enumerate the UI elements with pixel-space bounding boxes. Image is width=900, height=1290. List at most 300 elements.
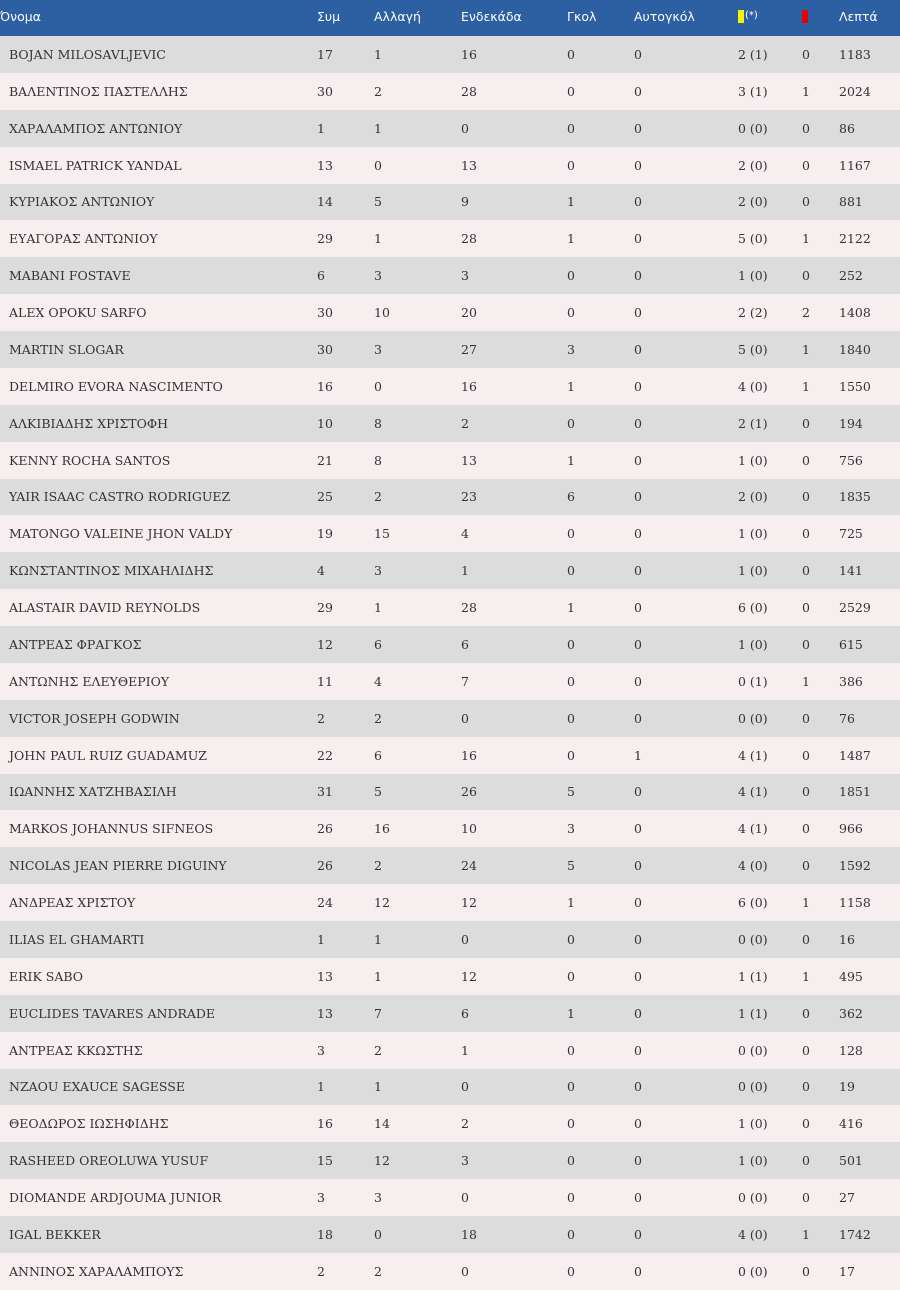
starting-cell: 28 xyxy=(461,83,477,99)
col-header-yellow-cards[interactable] xyxy=(738,0,802,36)
red-cards-cell: 0 xyxy=(802,747,810,763)
substitute-cell: 3 xyxy=(374,268,382,284)
goals-cell: 1 xyxy=(567,378,575,394)
minutes-cell: 495 xyxy=(839,968,863,984)
player-name-link[interactable]: ISMAEL PATRICK YANDAL xyxy=(9,157,182,173)
own-goals-cell: 0 xyxy=(634,268,642,284)
own-goals-cell: 0 xyxy=(634,673,642,689)
player-name xyxy=(0,294,317,331)
minutes-cell: 2529 xyxy=(839,600,871,616)
own-goals-cell: 0 xyxy=(634,452,642,468)
table-row xyxy=(0,220,900,257)
red-cards-cell: 0 xyxy=(802,931,810,947)
appearances-cell: 13 xyxy=(317,157,333,173)
player-name xyxy=(0,36,317,73)
appearances-cell: 12 xyxy=(317,636,333,652)
minutes-cell: 966 xyxy=(839,821,863,837)
player-name xyxy=(0,1105,317,1142)
own-goals-cell: 0 xyxy=(634,600,642,616)
red-cards-cell: 0 xyxy=(802,1079,810,1095)
yellow-cards-cell: 0 (0) xyxy=(738,1042,768,1058)
table-row xyxy=(0,774,900,811)
minutes-cell: 76 xyxy=(839,710,855,726)
goals-cell: 0 xyxy=(567,1263,575,1279)
own-goals-cell: 0 xyxy=(634,1190,642,1206)
player-name xyxy=(0,1216,317,1253)
table-row xyxy=(0,515,900,552)
col-header-minutes[interactable]: Λεπτά xyxy=(839,8,878,24)
own-goals-cell: 0 xyxy=(634,231,642,247)
yellow-cards-cell: 1 (0) xyxy=(738,636,768,652)
goals-cell: 6 xyxy=(567,489,575,505)
goals-cell: 0 xyxy=(567,268,575,284)
yellow-cards-cell: 2 (1) xyxy=(738,415,768,431)
goals-cell: 0 xyxy=(567,968,575,984)
table-row xyxy=(0,1142,900,1179)
substitute-cell: 2 xyxy=(374,83,382,99)
red-cards-cell: 1 xyxy=(802,895,810,911)
substitute-cell: 2 xyxy=(374,858,382,874)
own-goals-cell: 0 xyxy=(634,83,642,99)
appearances-cell: 30 xyxy=(317,341,333,357)
red-cards-cell: 1 xyxy=(802,83,810,99)
appearances-cell: 2 xyxy=(317,1263,325,1279)
table-row xyxy=(0,700,900,737)
starting-cell: 28 xyxy=(461,600,477,616)
player-name-link[interactable]: NZAOU EXAUCE SAGESSE xyxy=(9,1079,185,1095)
substitute-cell: 5 xyxy=(374,194,382,210)
minutes-cell: 1592 xyxy=(839,858,871,874)
goals-cell: 0 xyxy=(567,526,575,542)
player-name-link[interactable]: ΑΝΝΙΝΟΣ ΧΑΡΑΛΑΜΠΟΥΣ xyxy=(9,1263,184,1279)
red-cards-cell: 0 xyxy=(802,415,810,431)
substitute-cell: 2 xyxy=(374,710,382,726)
minutes-cell: 501 xyxy=(839,1153,863,1169)
table-row xyxy=(0,1179,900,1216)
appearances-cell: 29 xyxy=(317,231,333,247)
appearances-cell: 1 xyxy=(317,120,325,136)
red-cards-cell: 1 xyxy=(802,673,810,689)
starting-cell: 0 xyxy=(461,710,469,726)
table-row xyxy=(0,442,900,479)
substitute-cell: 1 xyxy=(374,931,382,947)
player-name-link[interactable]: ΑΝΤΡΕΑΣ ΚΚΩΣΤΗΣ xyxy=(9,1042,143,1058)
minutes-cell: 1183 xyxy=(839,46,871,62)
red-cards-cell: 0 xyxy=(802,1116,810,1132)
appearances-cell: 1 xyxy=(317,1079,325,1095)
appearances-cell: 26 xyxy=(317,858,333,874)
starting-cell: 0 xyxy=(461,931,469,947)
red-cards-cell: 0 xyxy=(802,821,810,837)
goals-cell: 0 xyxy=(567,120,575,136)
appearances-cell: 19 xyxy=(317,526,333,542)
yellow-card-note: (*) xyxy=(745,9,758,21)
substitute-cell: 2 xyxy=(374,1042,382,1058)
player-name xyxy=(0,700,317,737)
goals-cell: 0 xyxy=(567,46,575,62)
appearances-cell: 4 xyxy=(317,563,325,579)
table-header xyxy=(0,0,900,36)
own-goals-cell: 0 xyxy=(634,1079,642,1095)
yellow-cards-cell: 2 (2) xyxy=(738,305,768,321)
goals-cell: 0 xyxy=(567,636,575,652)
appearances-cell: 10 xyxy=(317,415,333,431)
own-goals-cell: 0 xyxy=(634,378,642,394)
starting-cell: 4 xyxy=(461,526,469,542)
red-cards-cell: 0 xyxy=(802,784,810,800)
red-cards-cell: 0 xyxy=(802,563,810,579)
player-name xyxy=(0,405,317,442)
red-cards-cell: 0 xyxy=(802,46,810,62)
player-name xyxy=(0,184,317,221)
yellow-cards-cell: 4 (0) xyxy=(738,378,768,394)
appearances-cell: 13 xyxy=(317,1005,333,1021)
player-name-link[interactable]: ERIK SABO xyxy=(9,968,84,984)
red-cards-cell: 0 xyxy=(802,120,810,136)
substitute-cell: 1 xyxy=(374,120,382,136)
player-name xyxy=(0,515,317,552)
table-row xyxy=(0,36,900,73)
table-row xyxy=(0,1253,900,1290)
own-goals-cell: 0 xyxy=(634,415,642,431)
player-name xyxy=(0,442,317,479)
player-name-link[interactable]: ΧΑΡΑΛΑΜΠΟΣ ΑΝΤΩΝΙΟΥ xyxy=(9,120,183,136)
yellow-card-icon xyxy=(738,10,744,23)
goals-cell: 1 xyxy=(567,452,575,468)
player-name xyxy=(0,1032,317,1069)
goals-cell: 1 xyxy=(567,231,575,247)
player-name-link[interactable]: ΘΕΟΔΩΡΟΣ ΙΩΣΗΦΙΔΗΣ xyxy=(9,1116,169,1132)
substitute-cell: 14 xyxy=(374,1116,390,1132)
goals-cell: 0 xyxy=(567,1116,575,1132)
own-goals-cell: 1 xyxy=(634,747,642,763)
starting-cell: 3 xyxy=(461,1153,469,1169)
own-goals-cell: 0 xyxy=(634,194,642,210)
substitute-cell: 8 xyxy=(374,452,382,468)
yellow-cards-cell: 0 (0) xyxy=(738,1263,768,1279)
appearances-cell: 3 xyxy=(317,1190,325,1206)
table-row xyxy=(0,1032,900,1069)
minutes-cell: 386 xyxy=(839,673,863,689)
minutes-cell: 128 xyxy=(839,1042,863,1058)
goals-cell: 3 xyxy=(567,821,575,837)
appearances-cell: 18 xyxy=(317,1226,333,1242)
minutes-cell: 1550 xyxy=(839,378,871,394)
col-header-own-goals[interactable]: Αυτογκόλ xyxy=(634,8,695,24)
minutes-cell: 252 xyxy=(839,268,863,284)
player-name-link[interactable]: MABANI FOSTAVE xyxy=(9,268,131,284)
table-row xyxy=(0,368,900,405)
table-row xyxy=(0,1216,900,1253)
red-cards-cell: 0 xyxy=(802,600,810,616)
yellow-cards-cell: 4 (1) xyxy=(738,747,768,763)
table-row xyxy=(0,589,900,626)
substitute-cell: 12 xyxy=(374,895,390,911)
table-row xyxy=(0,552,900,589)
minutes-cell: 2024 xyxy=(839,83,871,99)
table-body xyxy=(0,36,900,1290)
minutes-cell: 2122 xyxy=(839,231,871,247)
appearances-cell: 30 xyxy=(317,83,333,99)
appearances-cell: 11 xyxy=(317,673,333,689)
substitute-cell: 3 xyxy=(374,341,382,357)
appearances-cell: 2 xyxy=(317,710,325,726)
own-goals-cell: 0 xyxy=(634,120,642,136)
player-name-link[interactable]: ΕΥΑΓΟΡΑΣ ΑΝΤΩΝΙΟΥ xyxy=(9,231,158,247)
yellow-cards-cell: 1 (0) xyxy=(738,1153,768,1169)
goals-cell: 0 xyxy=(567,305,575,321)
minutes-cell: 194 xyxy=(839,415,863,431)
starting-cell: 12 xyxy=(461,895,477,911)
starting-cell: 26 xyxy=(461,784,477,800)
player-name-link[interactable]: JOHN PAUL RUIZ GUADAMUZ xyxy=(9,747,207,763)
starting-cell: 28 xyxy=(461,231,477,247)
player-name-link[interactable]: YAIR ISAAC CASTRO RODRIGUEZ xyxy=(9,489,231,505)
minutes-cell: 881 xyxy=(839,194,863,210)
substitute-cell: 2 xyxy=(374,1263,382,1279)
player-name xyxy=(0,995,317,1032)
yellow-cards-cell: 1 (0) xyxy=(738,526,768,542)
red-cards-cell: 0 xyxy=(802,636,810,652)
player-name-link[interactable]: EUCLIDES TAVARES ANDRADE xyxy=(9,1005,216,1021)
red-cards-cell: 1 xyxy=(802,341,810,357)
yellow-cards-cell: 1 (0) xyxy=(738,268,768,284)
substitute-cell: 12 xyxy=(374,1153,390,1169)
appearances-cell: 3 xyxy=(317,1042,325,1058)
substitute-cell: 6 xyxy=(374,747,382,763)
player-name xyxy=(0,589,317,626)
player-name-link[interactable]: ΑΝΤΩΝΗΣ ΕΛΕΥΘΕΡΙΟΥ xyxy=(9,673,170,689)
player-name-link[interactable]: ΚΩΝΣΤΑΝΤΙΝΟΣ ΜΙΧΑΗΛΙΔΗΣ xyxy=(9,563,214,579)
own-goals-cell: 0 xyxy=(634,636,642,652)
starting-cell: 16 xyxy=(461,747,477,763)
player-name xyxy=(0,774,317,811)
goals-cell: 0 xyxy=(567,157,575,173)
yellow-cards-cell: 0 (0) xyxy=(738,710,768,726)
own-goals-cell: 0 xyxy=(634,931,642,947)
player-name xyxy=(0,552,317,589)
goals-cell: 5 xyxy=(567,858,575,874)
col-header-goals[interactable]: Γκολ xyxy=(567,8,597,24)
table-row xyxy=(0,479,900,516)
player-name-link[interactable]: ΒΑΛΕΝΤΙΝΟΣ ΠΑΣΤΕΛΛΗΣ xyxy=(9,83,188,99)
minutes-cell: 756 xyxy=(839,452,863,468)
player-name-link[interactable]: ΑΛΚΙΒΙΑΔΗΣ ΧΡΙΣΤΟΦΗ xyxy=(9,415,169,431)
player-name-link[interactable]: DELMIRO EVORA NASCIMENTO xyxy=(9,378,223,394)
substitute-cell: 5 xyxy=(374,784,382,800)
col-header-substitute[interactable]: Αλλαγή xyxy=(374,8,421,24)
player-name xyxy=(0,847,317,884)
substitute-cell: 0 xyxy=(374,157,382,173)
player-name xyxy=(0,1179,317,1216)
substitute-cell: 6 xyxy=(374,636,382,652)
goals-cell: 0 xyxy=(567,83,575,99)
red-cards-cell: 1 xyxy=(802,231,810,247)
player-name xyxy=(0,921,317,958)
table-row xyxy=(0,294,900,331)
appearances-cell: 26 xyxy=(317,821,333,837)
player-name-link[interactable]: MARTIN SLOGAR xyxy=(9,341,124,357)
yellow-cards-cell: 1 (0) xyxy=(738,452,768,468)
player-name xyxy=(0,257,317,294)
substitute-cell: 15 xyxy=(374,526,390,542)
red-cards-cell: 0 xyxy=(802,1005,810,1021)
header-row xyxy=(0,0,900,36)
starting-cell: 18 xyxy=(461,1226,477,1242)
minutes-cell: 1840 xyxy=(839,341,871,357)
own-goals-cell: 0 xyxy=(634,710,642,726)
col-header-name[interactable]: Όνομα xyxy=(0,8,41,24)
starting-cell: 12 xyxy=(461,968,477,984)
table-row xyxy=(0,405,900,442)
player-name-link[interactable]: RASHEED OREOLUWA YUSUF xyxy=(9,1153,209,1169)
appearances-cell: 29 xyxy=(317,600,333,616)
substitute-cell: 4 xyxy=(374,673,382,689)
red-cards-cell: 0 xyxy=(802,489,810,505)
yellow-cards-cell: 1 (0) xyxy=(738,563,768,579)
starting-cell: 24 xyxy=(461,858,477,874)
table-row xyxy=(0,1069,900,1106)
red-cards-cell: 1 xyxy=(802,1226,810,1242)
col-header-appearances[interactable]: Συμ xyxy=(317,8,341,24)
substitute-cell: 2 xyxy=(374,489,382,505)
goals-cell: 1 xyxy=(567,194,575,210)
starting-cell: 9 xyxy=(461,194,469,210)
player-name xyxy=(0,147,317,184)
goals-cell: 0 xyxy=(567,1079,575,1095)
player-name-link[interactable]: ΑΝΔΡΕΑΣ ΧΡΙΣΤΟΥ xyxy=(9,895,136,911)
own-goals-cell: 0 xyxy=(634,895,642,911)
player-name xyxy=(0,1253,317,1290)
yellow-cards-cell: 6 (0) xyxy=(738,895,768,911)
goals-cell: 0 xyxy=(567,415,575,431)
appearances-cell: 1 xyxy=(317,931,325,947)
table-row xyxy=(0,847,900,884)
starting-cell: 0 xyxy=(461,1079,469,1095)
appearances-cell: 13 xyxy=(317,968,333,984)
player-name xyxy=(0,110,317,147)
red-cards-cell: 0 xyxy=(802,1153,810,1169)
starting-cell: 16 xyxy=(461,378,477,394)
appearances-cell: 14 xyxy=(317,194,333,210)
col-header-starting[interactable]: Ενδεκάδα xyxy=(461,8,522,24)
player-name xyxy=(0,368,317,405)
table-row xyxy=(0,257,900,294)
player-name-link[interactable]: NICOLAS JEAN PIERRE DIGUINY xyxy=(9,858,227,874)
player-name-link[interactable]: DIOMANDE ARDJOUMA JUNIOR xyxy=(9,1190,222,1206)
minutes-cell: 1835 xyxy=(839,489,871,505)
red-cards-cell: 0 xyxy=(802,1042,810,1058)
minutes-cell: 16 xyxy=(839,931,855,947)
substitute-cell: 0 xyxy=(374,1226,382,1242)
yellow-cards-cell: 1 (0) xyxy=(738,1116,768,1132)
table-row xyxy=(0,331,900,368)
minutes-cell: 19 xyxy=(839,1079,855,1095)
minutes-cell: 27 xyxy=(839,1190,855,1206)
substitute-cell: 3 xyxy=(374,1190,382,1206)
player-name-link[interactable]: MATONGO VALEINE JHON VALDY xyxy=(9,526,233,542)
yellow-cards-cell: 4 (1) xyxy=(738,821,768,837)
table-row xyxy=(0,184,900,221)
starting-cell: 2 xyxy=(461,415,469,431)
substitute-cell: 1 xyxy=(374,231,382,247)
starting-cell: 1 xyxy=(461,563,469,579)
player-name-link[interactable]: IGAL BEKKER xyxy=(9,1226,101,1242)
table-row xyxy=(0,884,900,921)
yellow-cards-cell: 1 (1) xyxy=(738,1005,768,1021)
player-name-link[interactable]: ΚΥΡΙΑΚΟΣ ΑΝΤΩΝΙΟΥ xyxy=(9,194,155,210)
minutes-cell: 141 xyxy=(839,563,863,579)
player-name-link[interactable]: BOJAN MILOSAVLJEVIC xyxy=(9,46,166,62)
own-goals-cell: 0 xyxy=(634,1226,642,1242)
col-header-red-cards[interactable] xyxy=(802,0,839,36)
yellow-cards-cell: 0 (0) xyxy=(738,120,768,136)
own-goals-cell: 0 xyxy=(634,157,642,173)
starting-cell: 1 xyxy=(461,1042,469,1058)
player-name-link[interactable]: KENNY ROCHA SANTOS xyxy=(9,452,171,468)
player-name-link[interactable]: ALEX OPOKU SARFO xyxy=(9,305,147,321)
starting-cell: 3 xyxy=(461,268,469,284)
player-name xyxy=(0,810,317,847)
red-cards-cell: 1 xyxy=(802,968,810,984)
yellow-cards-cell: 3 (1) xyxy=(738,83,768,99)
appearances-cell: 22 xyxy=(317,747,333,763)
own-goals-cell: 0 xyxy=(634,968,642,984)
player-name-link[interactable]: ALASTAIR DAVID REYNOLDS xyxy=(9,600,201,616)
starting-cell: 16 xyxy=(461,46,477,62)
own-goals-cell: 0 xyxy=(634,1116,642,1132)
table-row xyxy=(0,147,900,184)
own-goals-cell: 0 xyxy=(634,1153,642,1169)
appearances-cell: 21 xyxy=(317,452,333,468)
goals-cell: 3 xyxy=(567,341,575,357)
goals-cell: 0 xyxy=(567,1153,575,1169)
minutes-cell: 362 xyxy=(839,1005,863,1021)
player-name-link[interactable]: VICTOR JOSEPH GODWIN xyxy=(9,710,180,726)
player-name xyxy=(0,220,317,257)
minutes-cell: 1742 xyxy=(839,1226,871,1242)
player-name-link[interactable]: ILIAS EL GHAMARTI xyxy=(9,931,145,947)
table-row xyxy=(0,921,900,958)
player-name xyxy=(0,479,317,516)
starting-cell: 7 xyxy=(461,673,469,689)
yellow-cards-cell: 5 (0) xyxy=(738,231,768,247)
player-name xyxy=(0,331,317,368)
minutes-cell: 725 xyxy=(839,526,863,542)
minutes-cell: 1851 xyxy=(839,784,871,800)
table-row xyxy=(0,810,900,847)
player-name xyxy=(0,1069,317,1106)
appearances-cell: 24 xyxy=(317,895,333,911)
red-cards-cell: 0 xyxy=(802,526,810,542)
player-name xyxy=(0,1142,317,1179)
red-card-icon xyxy=(802,10,808,23)
minutes-cell: 615 xyxy=(839,636,863,652)
own-goals-cell: 0 xyxy=(634,1263,642,1279)
player-name-link[interactable]: MARKOS JOHANNUS SIFNEOS xyxy=(9,821,214,837)
goals-cell: 0 xyxy=(567,931,575,947)
player-name-link[interactable]: ΑΝΤΡΕΑΣ ΦΡΑΓΚΟΣ xyxy=(9,636,142,652)
appearances-cell: 6 xyxy=(317,268,325,284)
substitute-cell: 16 xyxy=(374,821,390,837)
goals-cell: 0 xyxy=(567,673,575,689)
red-cards-cell: 0 xyxy=(802,710,810,726)
minutes-cell: 1167 xyxy=(839,157,871,173)
yellow-cards-cell: 0 (0) xyxy=(738,1079,768,1095)
player-name-link[interactable]: ΙΩΑΝΝΗΣ ΧΑΤΖΗΒΑΣΙΛΗ xyxy=(9,784,177,800)
table-row xyxy=(0,73,900,110)
table-row xyxy=(0,626,900,663)
